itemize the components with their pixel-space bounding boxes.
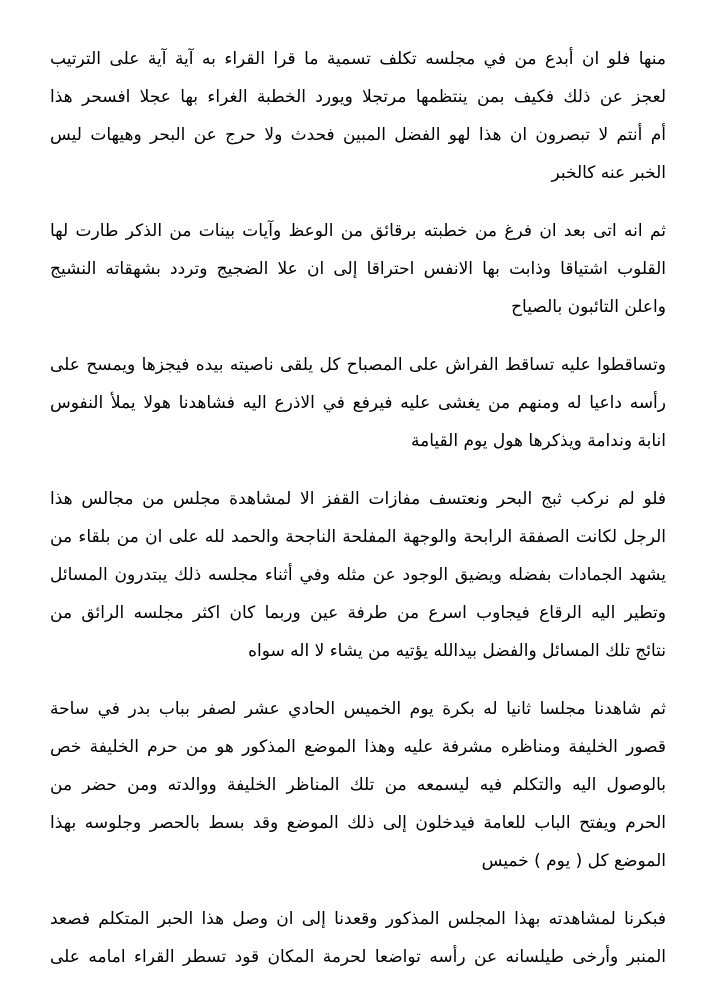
paragraph-5	[50, 690, 666, 880]
text-line: منها فلو ان أبدع من في مجلسه تكلف تسمية ما قرا القراء به آية آية على الترتيب	[50, 49, 666, 69]
text-line: أم أنتم لا تبصرون ان هذا لهو الفضل المبين فحدث ولا حرج عن البحر وهيهات ليس	[50, 125, 666, 145]
text-line: وتساقطوا عليه تساقط الفراش على المصباح كل يلقى ناصيته بيده فيجزها ويمسح على	[50, 355, 666, 375]
text-line: الرجل لكانت الصفقة الرابحة والوجهة المفلحة الناجحة والحمد لله على ان من بلقاء من	[50, 527, 666, 547]
text-line: يشهد الجمادات بفضله ويضيق الوجود عن مثله وفي أثناء مجلسه ذلك يبتدرون المسائل	[50, 565, 666, 585]
text-line: ثم شاهدنا مجلسا ثانيا له بكرة يوم الخميس الحادي عشر لصفر بباب بدر في ساحة	[50, 699, 666, 719]
text-line: لعجز عن ذلك فكيف بمن ينتظمها مرتجلا ويورد الخطبة الغراء بها عجلا افسحر هذا	[50, 87, 666, 107]
text-line: انابة وندامة ويذكرها هول يوم القيامة	[411, 431, 666, 451]
text-line: فبكرنا لمشاهدته بهذا المجلس المذكور وقعدنا إلى ان وصل هذا الحبر المتكلم فصعد	[50, 909, 666, 929]
text-line: ثم انه اتى بعد ان فرغ من خطبته برقائق من الوعظ وآيات بينات من الذكر طارت لها	[50, 221, 666, 241]
text-line: القلوب اشتياقا وذابت بها الانفس احتراقا إلى ان علا الضجيج وتردد بشهقاته النشيج	[50, 259, 666, 279]
document-body	[50, 40, 666, 996]
paragraph-4	[50, 480, 666, 670]
text-line: المنبر وأرخى طيلسانه عن رأسه تواضعا لحرمة المكان قود تسطر القراء امامه على	[50, 947, 666, 967]
text-line: بالوصول اليه والتكلم فيه ليسمعه من تلك المناظر الخليفة ووالدته ومن حضر من	[50, 775, 666, 795]
text-line: واعلن التائبون بالصياح	[511, 297, 666, 317]
text-line: رأسه داعيا له ومنهم من يغشى عليه فيرفع في الاذرع اليه فشاهدنا هولا يملأ النفوس	[50, 393, 666, 413]
text-line: قصور الخليفة ومناظره مشرفة عليه وهذا الموضع المذكور هو من حرم الخليفة خص	[50, 737, 666, 757]
text-line: الخبر عنه كالخبر	[551, 163, 666, 183]
text-line: الموضع كل ( يوم ) خميس	[481, 851, 666, 871]
paragraph-2	[50, 212, 666, 326]
text-line: فلو لم نركب ثبج البحر ونعتسف مفازات القفز الا لمشاهدة مجلس من مجالس هذا	[50, 489, 666, 509]
text-line: الحرم ويفتح الباب للعامة فيدخلون إلى ذلك الموضع وقد بسط بالحصر وجلوسه بهذا	[50, 813, 666, 833]
paragraph-1	[50, 40, 666, 192]
paragraph-6	[50, 900, 666, 976]
text-line: نتائج تلك المسائل والفضل بيدالله يؤتيه من يشاء لا اله سواه	[248, 641, 666, 661]
paragraph-3	[50, 346, 666, 460]
text-line: وتطير اليه الرقاع فيجاوب اسرع من طرفة عين وربما كان اكثر مجلسه الرائق من	[50, 603, 666, 623]
